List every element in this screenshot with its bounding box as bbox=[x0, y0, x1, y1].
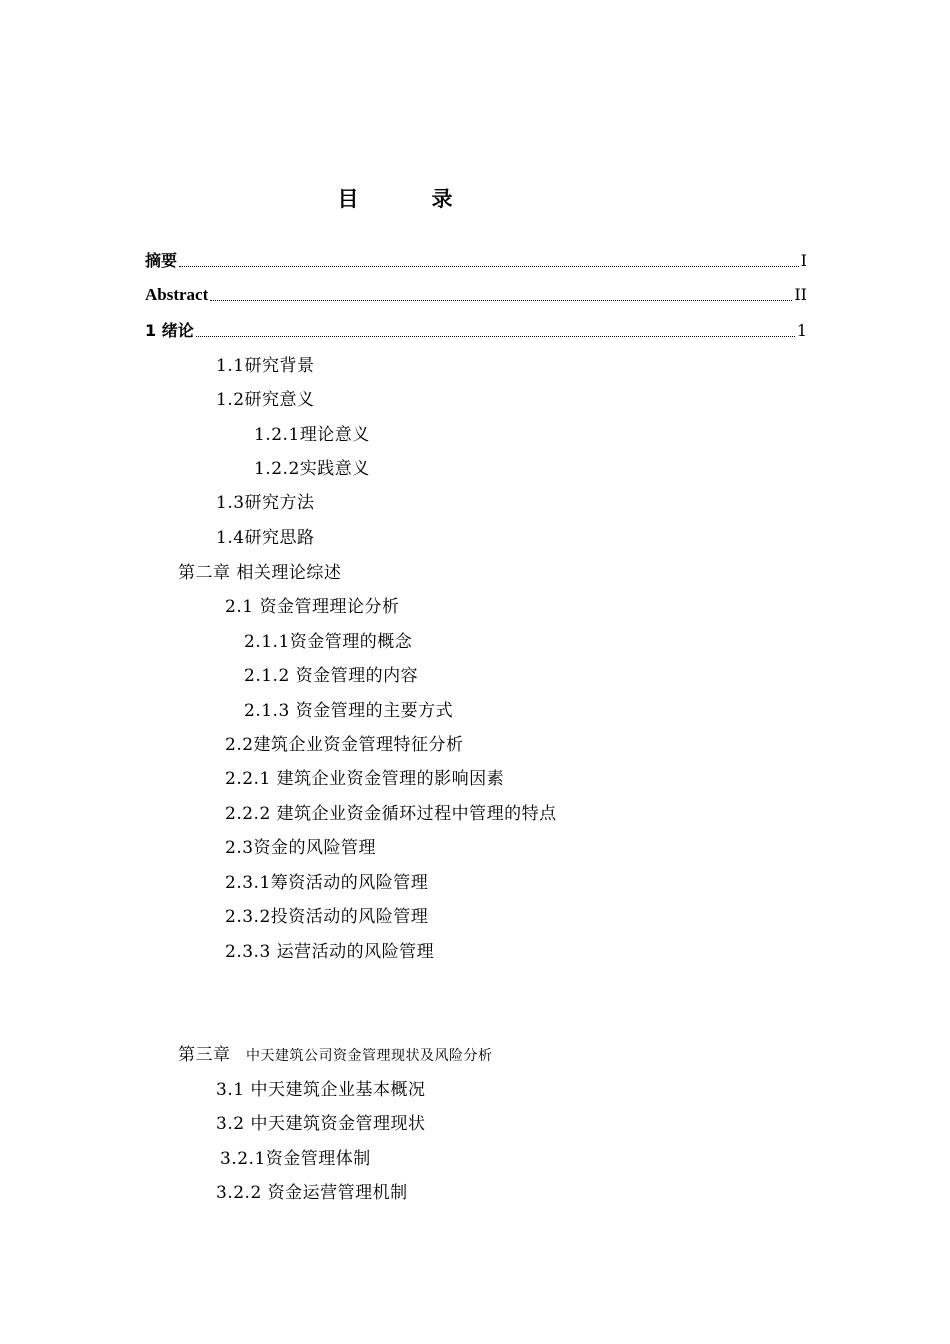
toc-line-introduction[interactable] bbox=[145, 318, 807, 344]
toc-entry-chapter-3-title[interactable]: 中天建筑公司资金管理现状及风险分析 bbox=[246, 1048, 493, 1064]
toc-entry-3-2[interactable]: 3.2 中天建筑资金管理现状 bbox=[216, 1114, 426, 1134]
toc-label: 1 绪论 bbox=[145, 321, 194, 340]
toc-title: 目 录 bbox=[337, 186, 479, 211]
toc-entry-chapter-3-number[interactable]: 第三章 bbox=[178, 1045, 231, 1065]
toc-entry-2-3-2[interactable]: 2.3.2投资活动的风险管理 bbox=[225, 907, 429, 927]
toc-entry-2-1-3[interactable]: 2.1.3 资金管理的主要方式 bbox=[244, 701, 454, 721]
toc-entry-2-2[interactable]: 2.2建筑企业资金管理特征分析 bbox=[225, 735, 464, 755]
dot-leader bbox=[210, 299, 792, 301]
toc-page-number: II bbox=[794, 285, 807, 304]
toc-label: 摘要 bbox=[145, 251, 178, 270]
toc-entry-1-1[interactable]: 1.1研究背景 bbox=[216, 356, 315, 376]
toc-entry-3-1[interactable]: 3.1 中天建筑企业基本概况 bbox=[216, 1080, 426, 1100]
toc-page-number: I bbox=[800, 251, 807, 270]
dot-leader bbox=[179, 265, 799, 267]
toc-entry-2-3[interactable]: 2.3资金的风险管理 bbox=[225, 838, 377, 858]
toc-entry-2-2-2[interactable]: 2.2.2 建筑企业资金循环过程中管理的特点 bbox=[225, 804, 557, 824]
toc-label: Abstract bbox=[145, 285, 209, 304]
toc-entry-1-4[interactable]: 1.4研究思路 bbox=[216, 528, 315, 548]
toc-line-abstract-en[interactable] bbox=[145, 282, 807, 308]
toc-entry-chapter-2[interactable]: 第二章 相关理论综述 bbox=[178, 563, 342, 583]
toc-entry-3-2-2[interactable]: 3.2.2 资金运营管理机制 bbox=[216, 1183, 408, 1203]
toc-entry-2-1-2[interactable]: 2.1.2 资金管理的内容 bbox=[244, 666, 419, 686]
toc-entry-1-2[interactable]: 1.2研究意义 bbox=[216, 390, 315, 410]
toc-page-number: 1 bbox=[796, 321, 807, 340]
toc-entry-2-1-1[interactable]: 2.1.1资金管理的概念 bbox=[244, 632, 413, 652]
toc-entry-1-3[interactable]: 1.3研究方法 bbox=[216, 493, 315, 513]
toc-entry-3-2-1[interactable]: 3.2.1资金管理体制 bbox=[220, 1149, 371, 1169]
toc-entry-2-2-1[interactable]: 2.2.1 建筑企业资金管理的影响因素 bbox=[225, 769, 505, 789]
toc-entry-1-2-1[interactable]: 1.2.1理论意义 bbox=[254, 425, 370, 445]
toc-entry-2-3-1[interactable]: 2.3.1筹资活动的风险管理 bbox=[225, 873, 429, 893]
toc-entry-2-1[interactable]: 2.1 资金管理理论分析 bbox=[225, 597, 400, 617]
toc-entry-2-3-3[interactable]: 2.3.3 运营活动的风险管理 bbox=[225, 942, 435, 962]
toc-line-abstract-cn[interactable] bbox=[145, 248, 807, 274]
dot-leader bbox=[196, 335, 795, 337]
toc-entry-1-2-2[interactable]: 1.2.2实践意义 bbox=[254, 459, 370, 479]
